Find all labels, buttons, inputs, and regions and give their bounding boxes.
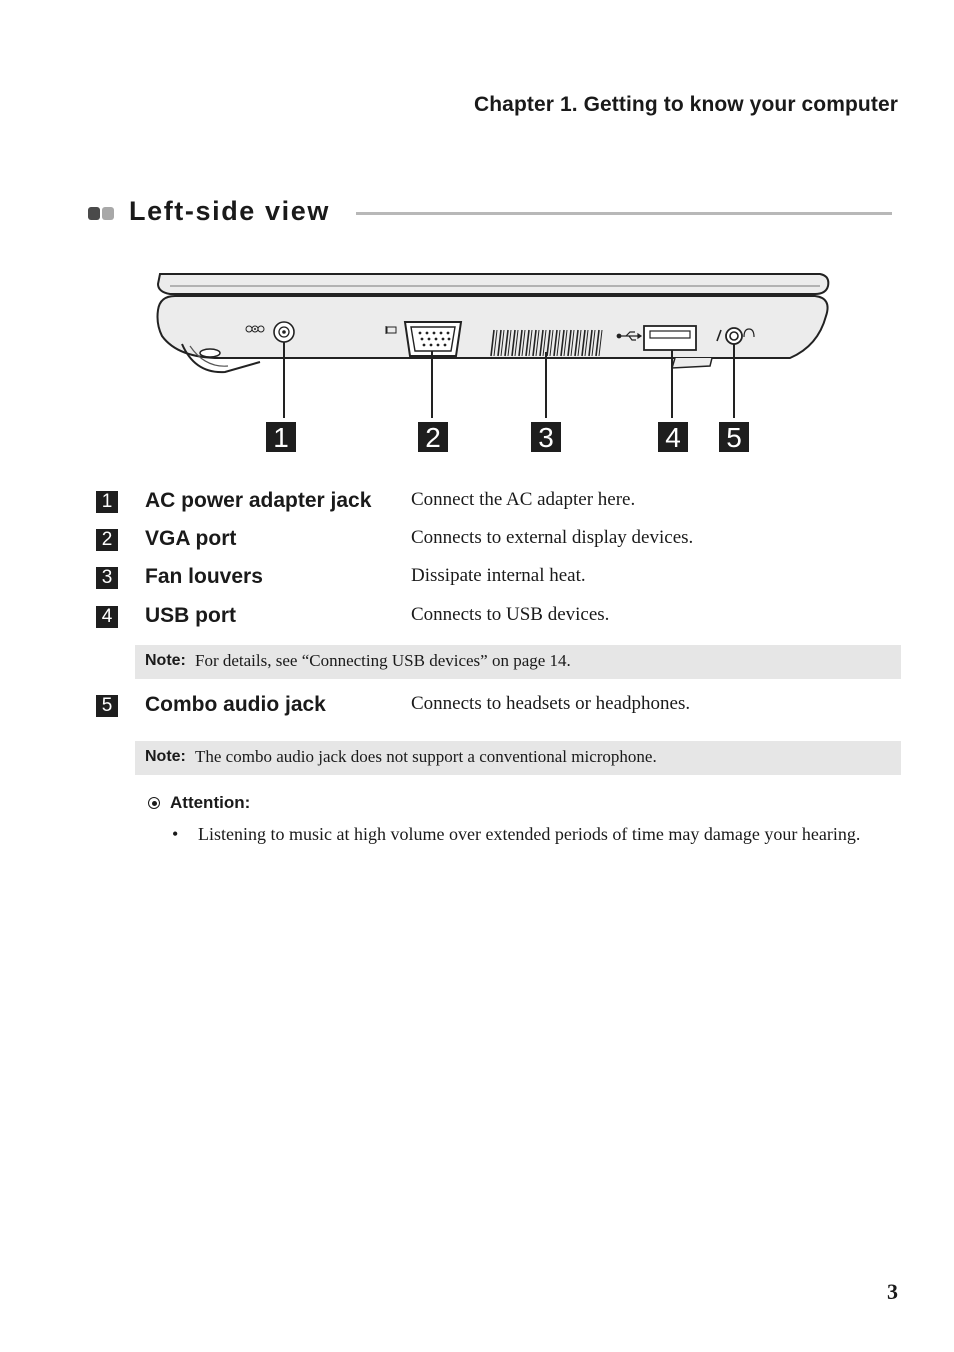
item-number: 5 [96,695,118,717]
note-text: The combo audio jack does not support a conventional microphone. [195,747,657,766]
note-label: Note: [145,748,186,765]
page-number: 3 [887,1279,898,1304]
note-audio [135,741,901,775]
item-description: Dissipate internal heat. [411,565,586,586]
laptop-left-side-diagram [150,266,840,456]
callout-1: 1 [273,422,289,453]
attention-heading [148,793,250,813]
callout-3: 3 [538,422,554,453]
note-text: For details, see “Connecting USB devices” on page 14. [195,651,571,670]
note-label: Note: [145,652,186,669]
item-number: 2 [96,529,118,551]
item-fan-louvers [96,565,906,593]
item-usb-port [96,604,906,632]
section-bullets-icon [88,207,116,225]
bullet-dot-icon: • [172,824,179,844]
section-rule [356,212,892,215]
section-title: Left-side view [129,196,330,226]
item-term: AC power adapter jack [145,489,372,512]
chapter-header: Chapter 1. Getting to know your computer [473,93,898,116]
attention-icon [148,797,160,809]
attention-label: Attention: [170,793,251,812]
item-description: Connects to external display devices. [411,527,694,548]
item-ac-power-jack [96,489,906,517]
item-term: Fan louvers [145,565,263,588]
attention-bullet-text: Listening to music at high volume over extended periods of time may damage your hearing. [198,824,861,844]
callout-4: 4 [665,422,681,453]
callout-2: 2 [425,422,441,453]
item-term: USB port [145,604,236,627]
item-description: Connects to USB devices. [411,604,610,625]
item-term: VGA port [145,527,237,550]
item-vga-port [96,527,906,555]
item-description: Connect the AC adapter here. [411,489,636,510]
item-number: 4 [96,606,118,628]
item-term: Combo audio jack [145,693,326,716]
callout-5: 5 [726,422,742,453]
item-number: 1 [96,491,118,513]
item-description: Connects to headsets or headphones. [411,693,691,714]
item-number: 3 [96,567,118,589]
item-combo-audio-jack [96,693,906,721]
note-usb [135,645,901,679]
section-heading [88,194,892,234]
